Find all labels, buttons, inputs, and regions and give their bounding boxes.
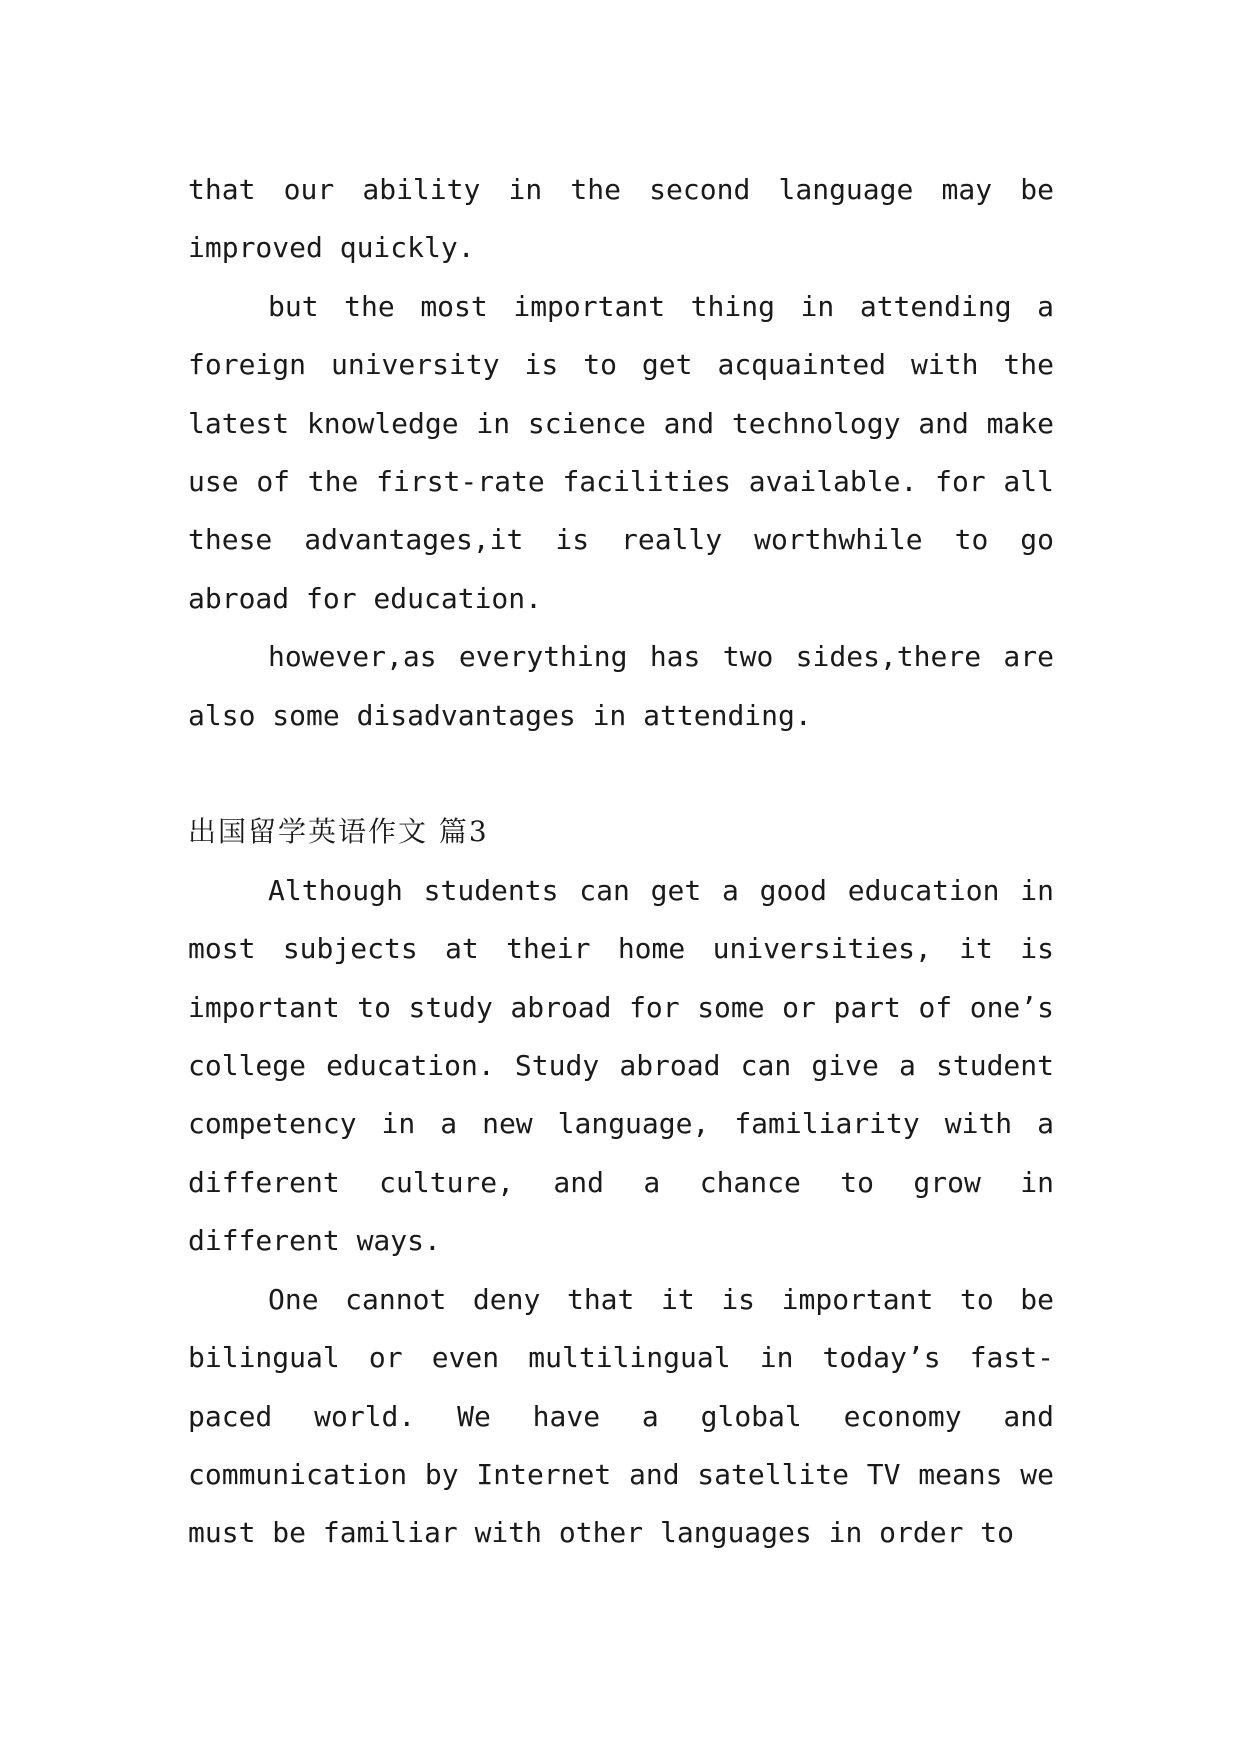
paragraph: however,as everything has two sides,there are also some disadvantages in attending. bbox=[188, 640, 1054, 732]
document-body bbox=[188, 161, 1054, 1563]
paragraph: One cannot deny that it is important to be bilingual or even multilingual in today’s fast-paced world. We have a global economy and communication by Internet and satellite TV means we must be familiar with other languages in order to bbox=[188, 1282, 1054, 1550]
paragraph: Although students can get a good education in most subjects at their home universities, it is important to study abroad for some or part of one’s college education. Study abroad can give a student competency in a new language, familiarity with a different culture, and a chance to grow in different ways. bbox=[188, 873, 1054, 1258]
section-heading: 出国留学英语作文 篇3 bbox=[188, 815, 489, 849]
paragraph: that our ability in the second language may be improved quickly. bbox=[188, 173, 1054, 265]
paragraph: but the most important thing in attending a foreign university is to get acquainted with the latest knowledge in science and technology and make use of the first-rate facilities available. for all these advantages,it is really worthwhile to go abroad for education. bbox=[188, 289, 1054, 615]
